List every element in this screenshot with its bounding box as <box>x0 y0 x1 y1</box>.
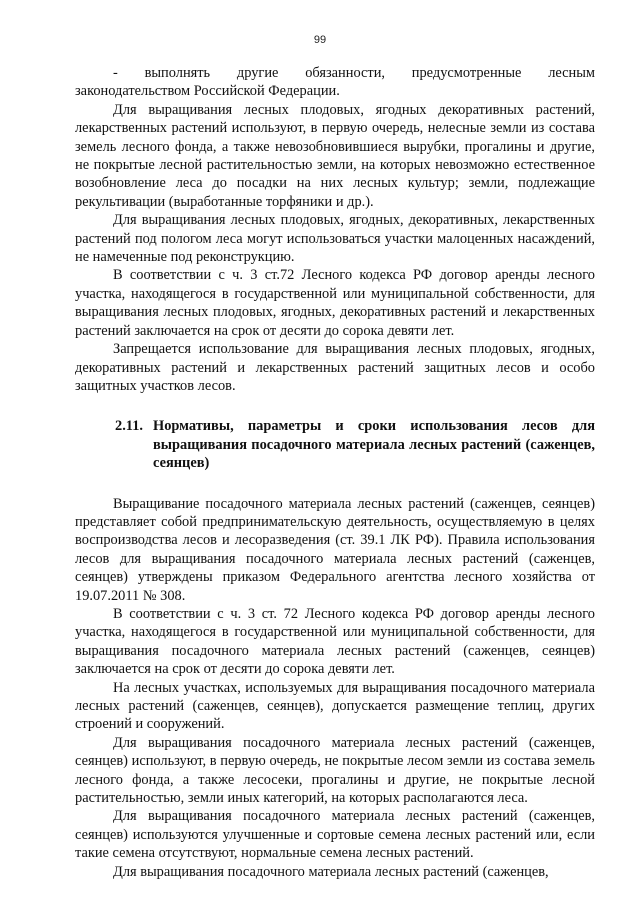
section-title: Нормативы, параметры и сроки использования лесов для выращивания посадочного материала лесных растений (саженцев, сеянцев) <box>153 418 595 472</box>
section-number: 2.11. <box>115 418 143 435</box>
page-content <box>75 64 595 881</box>
paragraph-planting-material-definition: Выращивание посадочного материала лесных растений (саженцев, сеянцев) представляет собой предпринимательскую деятельность, осуществляемую в целях воспроизводства лесов и лесоразведения (ст. 39.1 ЛК РФ). Правила использования лесов для выращивания посадочного материала лесных растений (саженцев, сеянцев) утверждены приказом Федерального агентства лесного хозяйства от 19.07.2011 № 308. <box>75 495 595 604</box>
paragraph-seeds: Для выращивания посадочного материала лесных растений (саженцев, сеянцев) используются улучшенные и сортовые семена лесных растений или, если такие семена отсутствуют, нормальные семена лесных растений. <box>75 808 595 862</box>
paragraph-planting-lease-term: В соответствии с ч. 3 ст. 72 Лесного кодекса РФ договор аренды лесного участка, находящегося в государственной или муниципальной собственности, для выращивания посадочного материала лесных растений (саженцев, сеянцев) заключается на срок от десяти до сорока девяти лет. <box>75 605 595 678</box>
section-heading <box>75 417 595 472</box>
paragraph-under-canopy: Для выращивания лесных плодовых, ягодных, декоративных, лекарственных растений под пологом леса могут использоваться участки малоценных насаждений, не намеченные под реконструкцию. <box>75 212 595 266</box>
paragraph-duties: - выполнять другие обязанности, предусмотренные лесным законодательством Российской Федерации. <box>75 65 595 100</box>
paragraph-greenhouses: На лесных участках, используемых для выращивания посадочного материала лесных растений (саженцев, сеянцев), допускается размещение теплиц, других строений и сооружений. <box>75 679 595 733</box>
paragraph-continued: Для выращивания посадочного материала лесных растений (саженцев, <box>113 863 549 880</box>
paragraph-lease-term: В соответствии с ч. 3 ст.72 Лесного кодекса РФ договор аренды лесного участка, находящегося в государственной или муниципальной собственности, для выращивания лесных плодовых, ягодных, декоративных растений и лекарственных растений заключается на срок от десяти до сорока девяти лет. <box>75 267 595 339</box>
paragraph-planting-lands: Для выращивания посадочного материала лесных растений (саженцев, сеянцев) используют, в первую очередь, не покрытые лесом земли из состава земель лесного фонда, а также лесосеки, прогалины и другие, не покрытые лесной растительностью, земли иных категорий, на которых располагаются леса. <box>75 734 595 807</box>
page-number: 99 <box>313 34 327 46</box>
paragraph-prohibition: Запрещается использование для выращивания лесных плодовых, ягодных, декоративных растений и лекарственных растений защитных лесов и особо защитных участков лесов. <box>75 341 595 394</box>
paragraph-lands-for-cultivation: Для выращивания лесных плодовых, ягодных декоративных растений, лекарственных растений используют, в первую очередь, нелесные земли из состава земель лесного фонда, а также невозобновившиеся вырубки, прогалины и другие, не покрытые лесной растительностью земли, на которых невозможно естественное возобновление леса до посадки на них лесных культур; земли, подлежащие рекультивации (выработанные торфяники и др.). <box>75 101 595 210</box>
